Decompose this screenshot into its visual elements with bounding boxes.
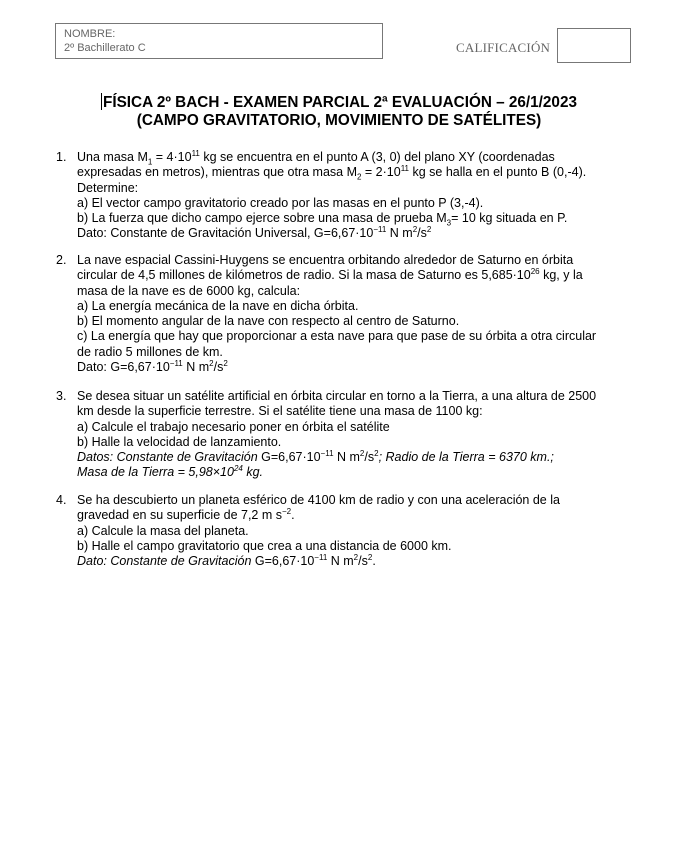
question-part-b: b) La fuerza que dicho campo ejerce sobre una masa de prueba $M_3= 10$ kg situada en P. <box>77 211 568 228</box>
question-data: Dato: Constante de Gravitación $G=6,67\cdot 10^{-11}$ N $m^2/s^2$. <box>77 553 376 569</box>
question-number: 1. <box>56 150 67 164</box>
question-2 <box>56 253 636 375</box>
exam-title: FÍSICA 2º BACH - EXAMEN PARCIAL 2ª EVALUACIÓN – 26/1/2023 <box>103 94 577 111</box>
class-label: 2º Bachillerato C <box>64 42 146 54</box>
question-number: 4. <box>56 493 67 507</box>
student-info-box[interactable] <box>55 23 383 59</box>
question-4 <box>56 493 636 569</box>
question-part-b: b) El momento angular de la nave con respecto al centro de Saturno. <box>77 314 460 329</box>
question-part-c: c) La energía que hay que proporcionar a esta nave para que pase de su órbita a otra circular <box>77 329 597 344</box>
question-line: masa de la nave es de 6000 kg, calcula: <box>77 283 301 298</box>
question-number: 2. <box>56 253 67 267</box>
question-number: 3. <box>56 389 67 403</box>
text-cursor <box>101 93 102 110</box>
question-line: km desde la superficie terrestre. Si el satélite tiene una masa de 1100 kg: <box>77 404 483 419</box>
question-line: Se desea situar un satélite artificial en órbita circular en torno a la Tierra, a una altura de 2500 <box>77 389 597 403</box>
question-part-a: a) La energía mecánica de la nave en dicha órbita. <box>77 298 359 313</box>
name-label: NOMBRE: <box>64 28 116 40</box>
question-data: Dato: Constante de Gravitación Universal, $G=6,67\cdot 10^{-11}$ N $m^2/s^2$ <box>77 225 432 241</box>
question-part-a: a) El vector campo gravitatorio creado por las masas en el punto P (3,-4). <box>77 195 484 210</box>
question-line: Determine: <box>77 180 139 195</box>
question-data: Datos: Constante de Gravitación $G=6,67\cdot 10^{-11}$ N $m^2/s^2$; Radio de la Tierra = 6370 km.; <box>77 449 554 465</box>
question-1 <box>56 150 636 242</box>
question-part-b: b) Halle la velocidad de lanzamiento. <box>77 434 282 449</box>
question-part-a: a) Calcule el trabajo necesario poner en órbita el satélite <box>77 419 390 434</box>
question-part-a: a) Calcule la masa del planeta. <box>77 523 249 538</box>
question-line: gravedad en su superficie de 7,2 m $s^{-2}$. <box>77 507 295 523</box>
grade-box[interactable] <box>557 28 631 63</box>
question-part-b: b) Halle el campo gravitatorio que crea a una distancia de 6000 km. <box>77 538 452 553</box>
grade-label: CALIFICACIÓN <box>456 40 551 55</box>
question-line: La nave espacial Cassini-Huygens se encuentra orbitando alrededor de Saturno en órbita <box>77 253 574 267</box>
question-line: expresadas en metros), mientras que otra masa $M_2 = 2\cdot 10^{11}$ kg se halla en el punto B (0,-4). <box>77 164 587 182</box>
question-line: circular de 4,5 millones de kilómetros de radio. Si la masa de Saturno es $5,685\cdot 10^{26}$ kg, y la <box>77 267 583 283</box>
question-data: Masa de la Tierra = $5,98\times 10^{24}$ kg. <box>77 464 263 480</box>
question-line: Una masa $M_1 = 4\cdot 10^{11}$ kg se encuentra en el punto A (3, 0) del plano XY (coordenadas <box>77 148 555 167</box>
exam-subtitle: (CAMPO GRAVITATORIO, MOVIMIENTO DE SATÉLITES) <box>136 112 542 129</box>
question-3 <box>56 389 636 481</box>
question-data: Dato: $G=6,67\cdot 10^{-11}$ N $m^2/s^2$ <box>77 358 228 375</box>
question-line: Se ha descubierto un planeta esférico de 4100 km de radio y con una aceleración de la <box>77 493 560 507</box>
question-line: de radio 5 millones de km. <box>77 344 223 359</box>
